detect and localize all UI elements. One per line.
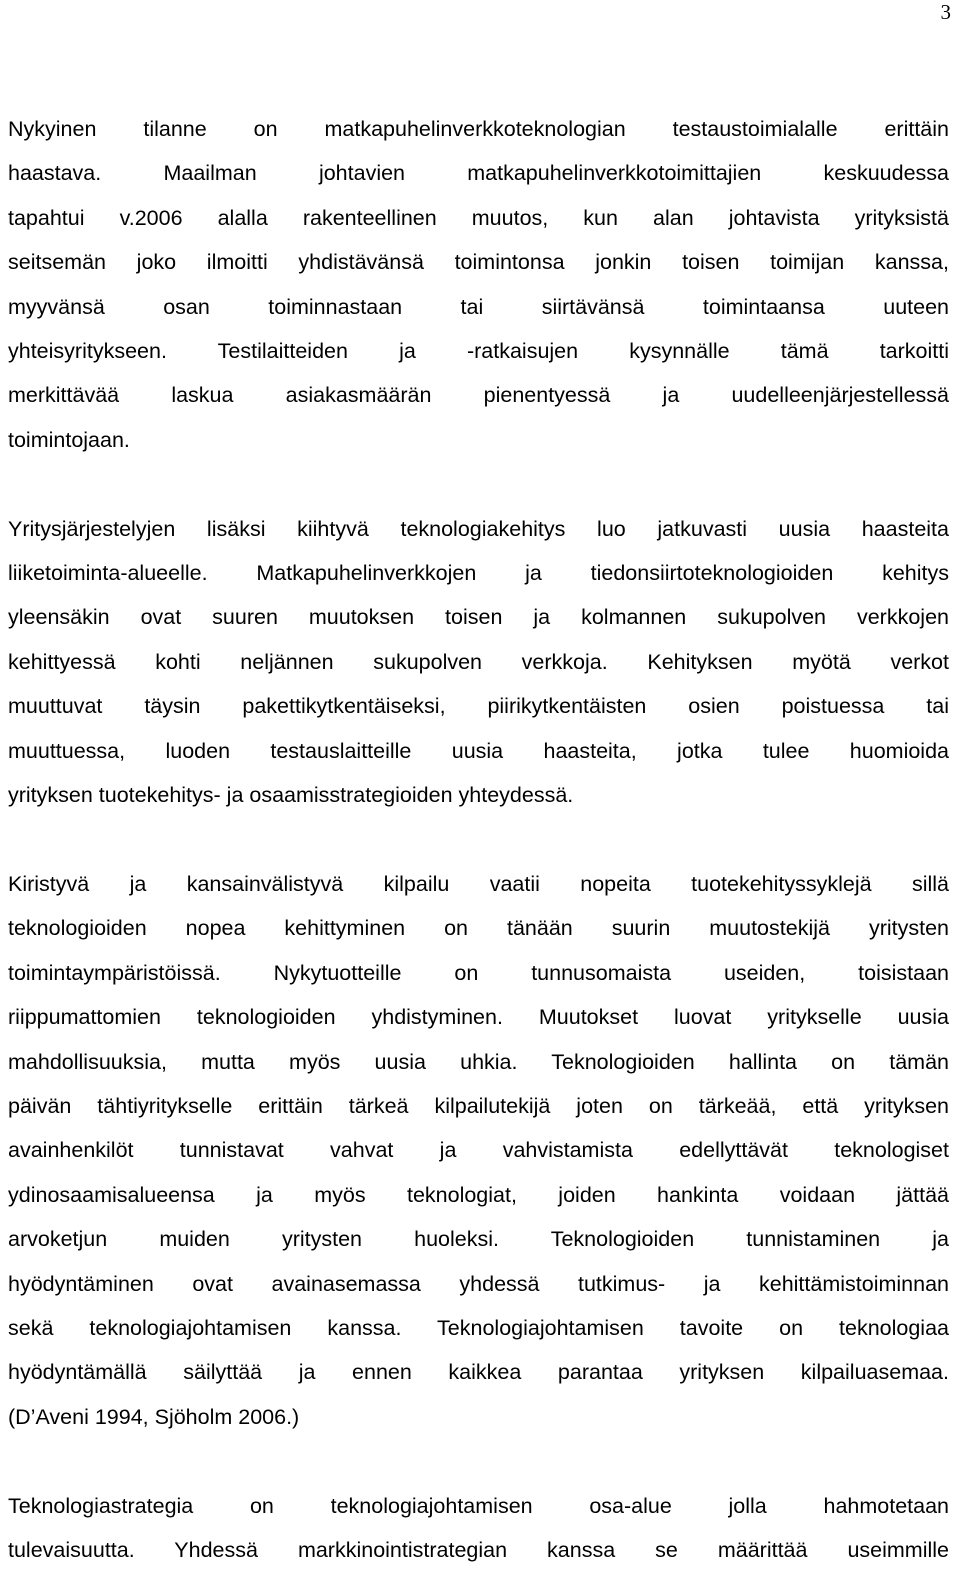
text-line: Kiristyvä ja kansainvälistyvä kilpailu vaatii nopeita tuotekehityssyklejä sillä xyxy=(8,871,949,896)
text-line: toimintaympäristöissä. Nykytuotteille on tunnusomaista useiden, toisistaan xyxy=(8,960,949,985)
text-line: ydinosaamisalueensa ja myös teknologiat, joiden hankinta voidaan jättää xyxy=(8,1182,949,1207)
paragraph-spacer xyxy=(8,1439,949,1483)
text-line: muuttuvat täysin pakettikytkentäiseksi, piirikytkentäisten osien poistuessa tai xyxy=(8,694,949,719)
paragraph-spacer xyxy=(8,817,949,861)
text-line: merkittävää laskua asiakasmäärän pienentyessä ja uudelleenjärjestellessä xyxy=(8,383,949,408)
paragraph-1 xyxy=(8,107,949,462)
document-body xyxy=(8,107,949,1572)
text-line: yrityksen tuotekehitys- ja osaamisstrategioiden yhteydessä. xyxy=(8,783,574,808)
text-line: liiketoiminta-alueelle. Matkapuhelinverkkojen ja tiedonsiirtoteknologioiden kehitys xyxy=(8,561,949,586)
text-line: tapahtui v.2006 alalla rakenteellinen muutos, kun alan johtavista yrityksistä xyxy=(8,205,949,230)
text-line: Teknologiastrategia on teknologiajohtamisen osa-alue jolla hahmotetaan xyxy=(8,1493,949,1518)
text-line: arvoketjun muiden yritysten huoleksi. Teknologioiden tunnistaminen ja xyxy=(8,1227,949,1252)
text-line: yleensäkin ovat suuren muutoksen toisen ja kolmannen sukupolven verkkojen xyxy=(8,605,949,630)
paragraph-2 xyxy=(8,507,949,818)
text-line: Yritysjärjestelyjen lisäksi kiihtyvä teknologiakehitys luo jatkuvasti uusia haasteita xyxy=(8,516,949,541)
text-line: haastava. Maailman johtavien matkapuhelinverkkotoimittajien keskuudessa xyxy=(8,161,949,186)
paragraph-3 xyxy=(8,862,949,1439)
text-line: hyödyntämällä säilyttää ja ennen kaikkea parantaa yrityksen kilpailuasemaa. xyxy=(8,1360,949,1385)
text-line: (D’Aveni 1994, Sjöholm 2006.) xyxy=(8,1404,300,1429)
text-line: avainhenkilöt tunnistavat vahvat ja vahvistamista edellyttävät teknologiset xyxy=(8,1138,949,1163)
text-line: muuttuessa, luoden testauslaitteille uusia haasteita, jotka tulee huomioida xyxy=(8,738,949,763)
text-line: sekä teknologiajohtamisen kanssa. Teknologiajohtamisen tavoite on teknologiaa xyxy=(8,1315,949,1340)
text-line: kehittyessä kohti neljännen sukupolven verkkoja. Kehityksen myötä verkot xyxy=(8,649,949,674)
text-line: riippumattomien teknologioiden yhdistyminen. Muutokset luovat yritykselle uusia xyxy=(8,1005,949,1030)
text-line: tulevaisuutta. Yhdessä markkinointistrategian kanssa se määrittää useimmille xyxy=(8,1537,949,1562)
paragraph-spacer xyxy=(8,462,949,506)
paragraph-4 xyxy=(8,1484,949,1573)
text-line: hyödyntäminen ovat avainasemassa yhdessä tutkimus- ja kehittämistoiminnan xyxy=(8,1271,949,1296)
text-line: päivän tähtiyritykselle erittäin tärkeä kilpailutekijä joten on tärkeää, että yrityksen xyxy=(8,1093,949,1118)
text-line: yhteisyritykseen. Testilaitteiden ja -ratkaisujen kysynnälle tämä tarkoitti xyxy=(8,339,949,364)
text-line: seitsemän joko ilmoitti yhdistävänsä toimintonsa jonkin toisen toimijan kanssa, xyxy=(8,250,949,275)
page-number: 3 xyxy=(940,0,951,24)
text-line: toimintojaan. xyxy=(8,427,130,452)
text-line: Nykyinen tilanne on matkapuhelinverkkoteknologian testaustoimialalle erittäin xyxy=(8,117,949,141)
text-line: myyvänsä osan toiminnastaan tai siirtävänsä toimintaansa uuteen xyxy=(8,294,949,319)
text-line: teknologioiden nopea kehittyminen on tänään suurin muutostekijä yritysten xyxy=(8,916,949,941)
text-line: mahdollisuuksia, mutta myös uusia uhkia. Teknologioiden hallinta on tämän xyxy=(8,1049,949,1074)
